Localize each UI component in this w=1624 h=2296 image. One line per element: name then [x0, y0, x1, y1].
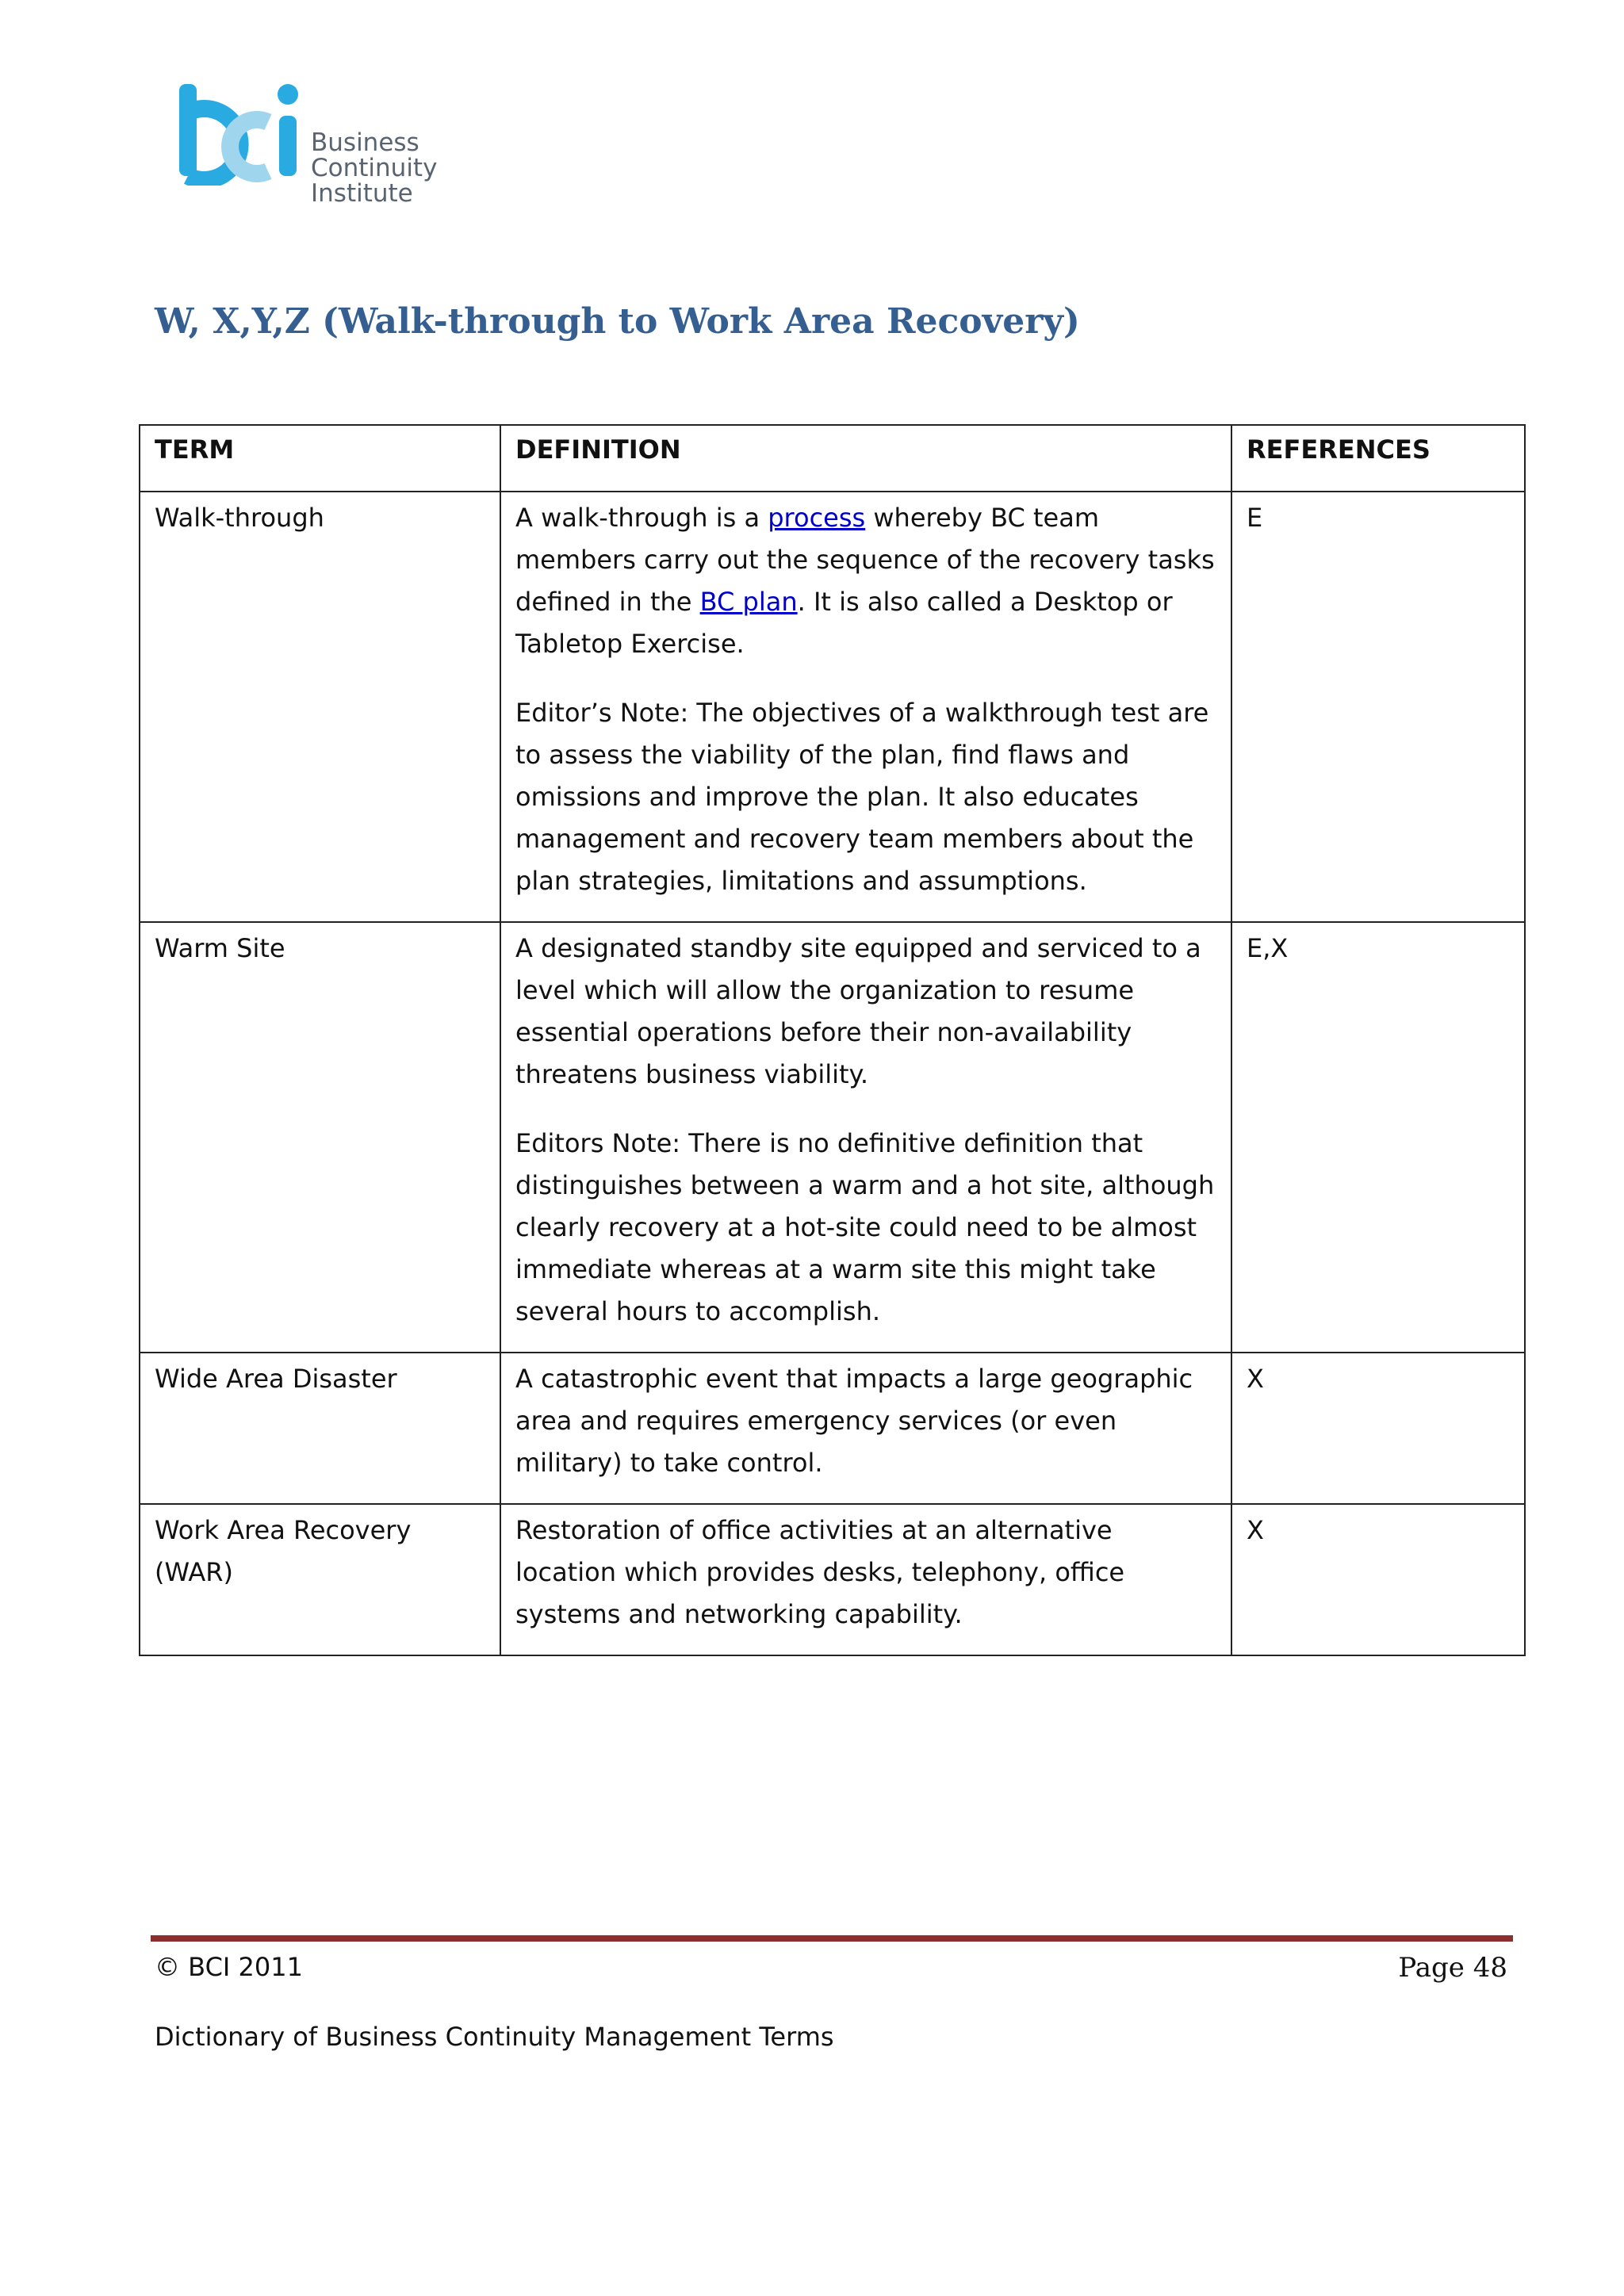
table-row	[140, 1353, 1525, 1504]
term-cell	[140, 1504, 500, 1655]
term-cell: Wide Area Disaster	[140, 1353, 500, 1504]
process-link[interactable]: process	[768, 503, 866, 533]
definition-cell	[500, 492, 1231, 922]
table-row	[140, 1504, 1525, 1655]
table-row	[140, 922, 1525, 1353]
header-term: TERM	[140, 425, 500, 492]
references-cell: E	[1231, 492, 1525, 922]
references-cell: X	[1231, 1353, 1525, 1504]
definition-paragraph	[515, 497, 1216, 665]
references-cell: E,X	[1231, 922, 1525, 1353]
logo-text-line2: Institute	[311, 179, 413, 208]
term-cell: Warm Site	[140, 922, 500, 1353]
footer-copyright: © BCI 2011	[155, 1952, 303, 1982]
header-definition: DEFINITION	[500, 425, 1231, 492]
definition-text: A walk-through is a	[515, 503, 768, 533]
definition-paragraph: A catastrophic event that impacts a large geographic area and requires emergency services (or even military) to take control.	[515, 1364, 1193, 1478]
definition-text: whereby BC team members carry out the sequence of the recovery tasks defined in the	[515, 503, 1215, 617]
editors-note: Editor’s Note: The objectives of a walkthrough test are to assess the viability of the plan, find flaws and omissions and improve the plan. It also educates management and recovery team members about the plan strategies, limitations and assumptions.	[515, 698, 1209, 896]
bc-plan-link[interactable]: BC plan	[699, 587, 798, 617]
definition-paragraph: A designated standby site equipped and serviced to a level which will allow the organization to resume essential operations before their non-availability threatens business viability.	[515, 933, 1201, 1089]
table-header-row	[140, 425, 1525, 492]
term-line: Work Area Recovery	[155, 1515, 412, 1545]
footer-page-number: Page 48	[1398, 1952, 1507, 1984]
footer-divider	[151, 1935, 1513, 1942]
term-line: (WAR)	[155, 1557, 233, 1587]
table-row	[140, 492, 1525, 922]
editors-note: Editors Note: There is no definitive definition that distinguishes between a warm and a hot site, although clearly recovery at a hot-site could need to be almost immediate whereas at a warm site this might take several hours to accomplish.	[515, 1128, 1215, 1326]
section-title: W, X,Y,Z (Walk-through to Work Area Recovery)	[155, 301, 1080, 342]
definition-cell	[500, 1353, 1231, 1504]
term-cell: Walk-through	[140, 492, 500, 922]
bci-logo-mark	[179, 82, 306, 186]
bci-logo	[179, 82, 552, 208]
references-cell: X	[1231, 1504, 1525, 1655]
header-references: REFERENCES	[1231, 425, 1525, 492]
footer-document-title: Dictionary of Business Continuity Management Terms	[155, 2022, 834, 2052]
logo-text-line1: Business Continuity	[311, 128, 438, 182]
definition-paragraph: Restoration of office activities at an alternative location which provides desks, telephony, office systems and networking capability.	[515, 1515, 1125, 1629]
terms-table	[139, 424, 1526, 1656]
definition-text: . It is also called a Desktop or Tabletop Exercise.	[515, 587, 1173, 659]
definition-cell	[500, 922, 1231, 1353]
definition-cell	[500, 1504, 1231, 1655]
